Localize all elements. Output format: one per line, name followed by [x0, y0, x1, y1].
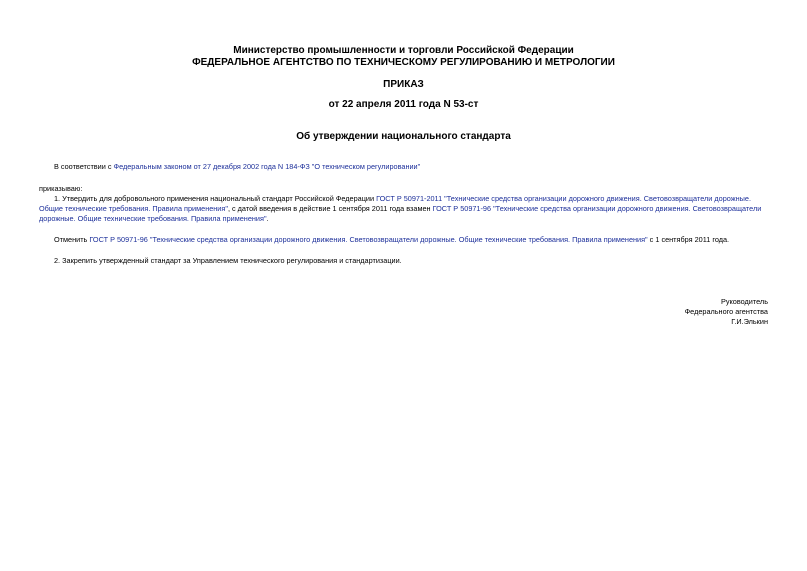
agency-name: ФЕДЕРАЛЬНОЕ АГЕНТСТВО ПО ТЕХНИЧЕСКОМУ РЕГУЛИРОВАНИЮ И МЕТРОЛОГИИ: [192, 57, 615, 68]
item1-paragraph: [39, 194, 771, 224]
gost-96-link[interactable]: ГОСТ Р 50971-96 "Технические средства организации дорожного движения. Световозвращатели дорожные. Общие технические требования. Правила применения": [39, 204, 762, 223]
document-subject: Об утверждении национального стандарта: [296, 131, 511, 142]
document-type: ПРИКАЗ: [383, 79, 424, 90]
document-date-number: от 22 апреля 2011 года N 53-ст: [328, 99, 479, 110]
cancel-suffix: с 1 сентября 2011 года.: [647, 235, 730, 244]
federal-law-link[interactable]: Федеральным законом от 27 декабря 2002 года N 184-ФЗ "О техническом регулировании": [113, 162, 421, 171]
item1-prefix: 1. Утвердить для добровольного применения национальный стандарт Российской Федерации: [54, 194, 377, 203]
cancel-paragraph: [39, 235, 779, 245]
item1-suffix: .: [266, 214, 269, 223]
preamble-prefix: В соответствии с: [54, 162, 114, 171]
item1-middle: , с датой введения в действие 1 сентября 2011 года взамен: [227, 204, 433, 213]
preamble-paragraph: [39, 162, 779, 172]
gost-2011-link[interactable]: ГОСТ Р 50971-2011 "Технические средства организации дорожного движения. Световозвращатели дорожные. Общие технические требования. Правила применения": [39, 194, 751, 213]
item2-paragraph: 2. Закрепить утвержденный стандарт за Управлением технического регулирования и стандартизации.: [54, 256, 402, 265]
ministry-name: Министерство промышленности и торговли Российской Федерации: [233, 45, 574, 56]
signature-title: Руководитель: [720, 297, 768, 306]
cancel-prefix: Отменить: [54, 235, 90, 244]
signature-name: Г.И.Элькин: [731, 317, 768, 326]
order-word: приказываю:: [39, 184, 83, 193]
signature-agency: Федерального агентства: [684, 307, 768, 316]
cancel-gost-96-link[interactable]: ГОСТ Р 50971-96 "Технические средства организации дорожного движения. Световозвращатели дорожные. Общие технические требования. Правила применения": [89, 235, 648, 244]
